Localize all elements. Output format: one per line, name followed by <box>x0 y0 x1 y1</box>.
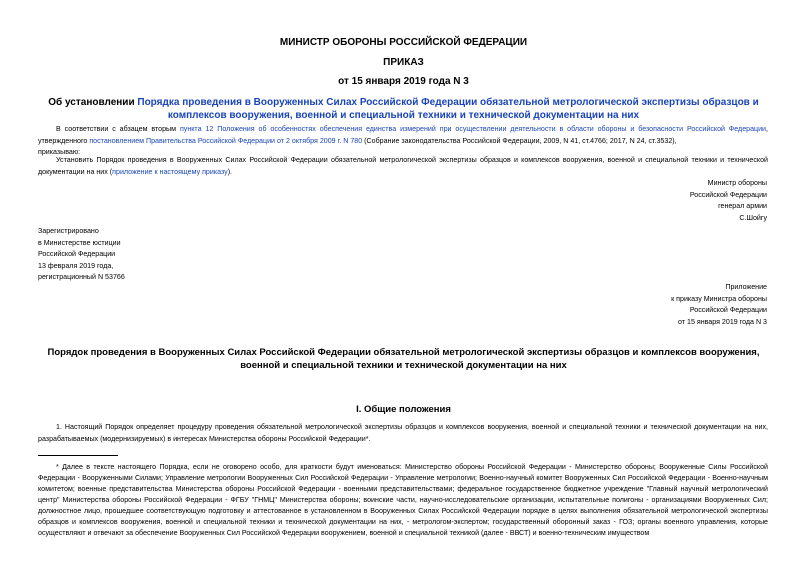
registration-line: Российской Федерации <box>38 250 116 258</box>
preamble-text-a: В соответствии с абзацем вторым <box>56 125 180 133</box>
preamble-paragraph <box>38 124 768 159</box>
signature-line: Российской Федерации <box>689 190 767 199</box>
title-prefix: Об установлении <box>48 97 138 108</box>
registration-line: Зарегистрировано <box>38 227 99 235</box>
registration-line: 13 февраля 2019 года, <box>38 261 114 270</box>
preamble-text-c: (Собрание законодательства Российской Федерации, 2009, N 41, ст.4766; 2017, N 24, ст.3532), <box>362 136 677 145</box>
document-type: ПРИКАЗ <box>383 57 424 68</box>
document-title <box>40 96 767 122</box>
section-paragraph-1: 1. Настоящий Порядок определяет процедуру проведения обязательной метрологической экспертизы образцов и комплексов вооружения, военной и специальной техники и технической документации на них, разрабатываемых (модернизируемых) в интересах Министерства обороны Российской Федерации*. <box>38 423 768 443</box>
document-date-number: от 15 января 2019 года N 3 <box>338 76 469 87</box>
title-link[interactable]: Порядка проведения в Вооруженных Силах Российской Федерации обязательной метрологической экспертизы образцов и комплексов вооружения, военной и специальной техники и технической документации на них <box>137 97 759 121</box>
preamble-link-regulation[interactable]: пункта 12 Положения об особенностях обеспечения единства измерений при осуществлении деятельности в области обороны и безопасности Российской Федерации <box>179 125 767 133</box>
preamble-link-resolution[interactable]: постановлением Правительства Российской Федерации от 2 октября 2009 г. N 780 <box>89 136 363 145</box>
appendix-title: Порядок проведения в Вооруженных Силах Российской Федерации обязательной метрологической экспертизы образцов и комплексов вооружения, военной и специальной техники и технической документации на них <box>47 347 760 371</box>
order-text-a: Установить Порядок проведения в Вооруженных Силах Российской Федерации обязательной метрологической экспертизы образцов и комплексов вооружения, военной и специальной техники и технической документации на них ( <box>38 156 768 176</box>
preamble-order-word: приказываю: <box>38 148 81 156</box>
section-heading: I. Общие положения <box>356 404 451 415</box>
order-paragraph <box>38 155 768 178</box>
registration-block <box>38 226 125 284</box>
preamble-text-b: , утвержденного <box>38 125 768 145</box>
appendix-reference-block <box>671 282 767 328</box>
signature-line: Министр обороны <box>707 179 767 187</box>
order-text-b: ). <box>227 167 233 176</box>
signature-line: С.Шойгу <box>739 213 767 222</box>
appendix-ref-line: Приложение <box>725 283 767 291</box>
appendix-link[interactable]: приложение к настоящему приказу <box>112 167 228 176</box>
appendix-ref-line: к приказу Министра обороны <box>671 294 767 303</box>
appendix-ref-line: Российской Федерации <box>689 306 767 314</box>
signature-line: генерал армии <box>718 202 767 210</box>
signature-block <box>690 178 767 224</box>
ministry-heading: МИНИСТР ОБОРОНЫ РОССИЙСКОЙ ФЕДЕРАЦИИ <box>279 37 528 48</box>
footnote-divider <box>38 455 118 456</box>
registration-line: регистрационный N 53766 <box>38 273 125 281</box>
registration-line: в Министерстве юстиции <box>38 238 121 247</box>
footnote-text: * Далее в тексте настоящего Порядка, если не оговорено особо, для краткости будут именоваться: Министерство обороны Российской Федерации - Министерство обороны; Вооруженные Силы Российской Федерации - Вооруженными Силами; Управление метрологии Вооруженных Сил Российской Федерации - Управление метрологии; Военно-научный комитет Вооруженных Сил Российской Федерации - Военно-научным комитетом; военные представительства Министерства обороны Российской Федерации - военными представительствами; федеральное государственное бюджетное учреждение "Главный научный метрологический центр" Министерства обороны Российской Федерации - ФГБУ "ГНМЦ" Министерства обороны; воинские части, научно-исследовательские организации, испытательные полигоны - организациями Вооруженных Сил; должностное лицо, прошедшее соответствующую подготовку и аттестованное в установленном в Вооруженных Силах Российской Федерации порядке в целях выполнения обязательной метрологической экспертизы образцов и комплексов вооружения, военной и специальной техники и технической документации на них, - метрологом-экспертом; государственный оборонный заказ - ГОЗ; органы военного управления, которые осуществляют и отвечают за обеспечение Вооруженных Сил Российской Федерации вооружением, военной и специальной техникой (далее - ВВСТ) и военно-техническим имуществом <box>38 463 768 537</box>
appendix-ref-line: от 15 января 2019 года N 3 <box>677 317 767 326</box>
